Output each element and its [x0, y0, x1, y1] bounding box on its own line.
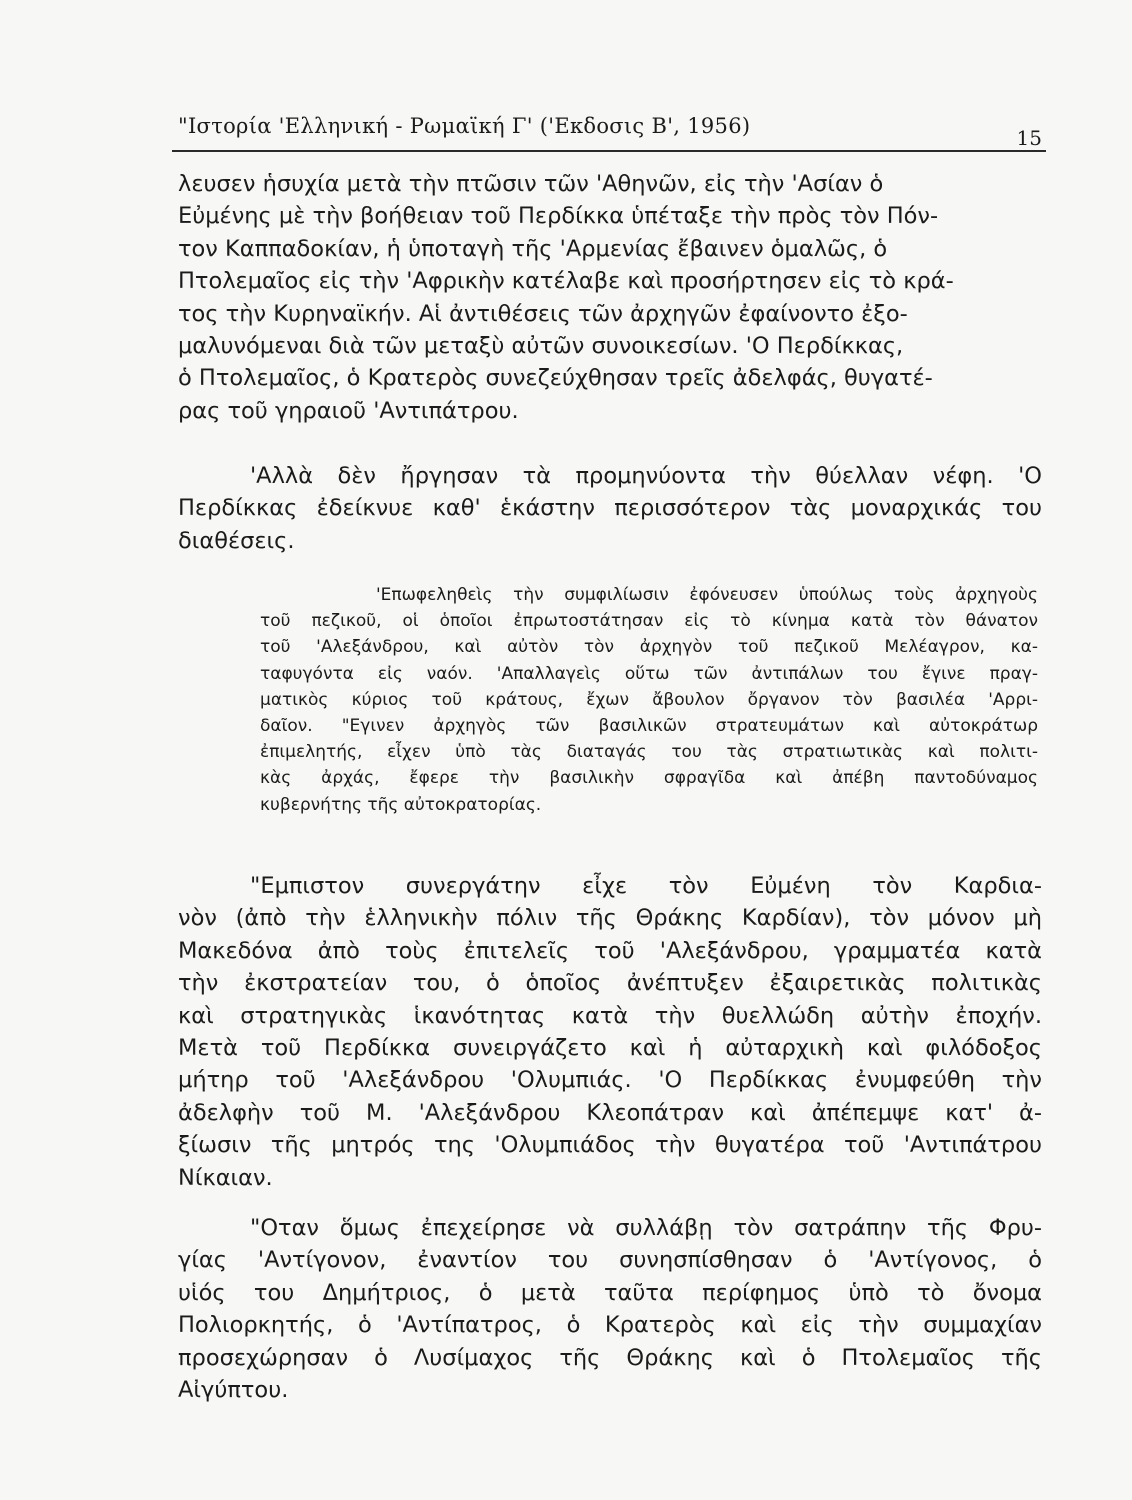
header-rule — [172, 150, 1046, 152]
text-line: μαλυνόμεναι διὰ τῶν μεταξὺ αὐτῶν συνοικεσίων. 'Ο Περδίκκας, — [178, 333, 904, 360]
paragraph-eumenes — [178, 870, 1042, 1194]
text-line: λευσεν ἡσυχία μετὰ τὴν πτῶσιν τῶν 'Αθηνῶν, εἰς τὴν 'Ασίαν ὁ — [178, 171, 884, 197]
text-line: "Οταν ὅμως ἐπεχείρησε νὰ συλλάβῃ τὸν σατράπην τῆς Φρυ- — [250, 1215, 1042, 1241]
text-line: προσεχώρησαν ὁ Λυσίμαχος τῆς Θράκης καὶ ὁ Πτολεμαῖος τῆς — [178, 1344, 1042, 1371]
text-line: Περδίκκας ἐδείκνυε καθ' ἑκάστην περισσότερον τὰς μοναρχικάς του — [178, 495, 1042, 522]
text-line: "Εμπιστον συνεργάτην εἶχε τὸν Εὐμένη τὸν Καρδια- — [250, 873, 1042, 899]
paragraph-perdikkas — [178, 460, 1042, 557]
text-line: 'Αλλὰ δὲν ἤργησαν τὰ προμηνύοντα τὴν θύελλαν νέφη. 'Ο — [250, 463, 1042, 489]
text-line: Αἰγύπτου. — [178, 1377, 289, 1404]
text-line: νὸν (ἀπὸ τὴν ἑλληνικὴν πόλιν τῆς Θράκης Καρδίαν), τὸν μόνον μὴ — [178, 905, 1042, 932]
text-line: Πολιορκητής, ὁ 'Αντίπατρος, ὁ Κρατερὸς καὶ εἰς τὴν συμμαχίαν — [178, 1312, 1042, 1339]
running-header — [172, 96, 1046, 152]
text-line: ἐπιμελητής, εἶχεν ὑπὸ τὰς διαταγάς του τὰς στρατιωτικὰς καὶ πολιτι- — [260, 742, 1038, 763]
text-line: μήτηρ τοῦ 'Αλεξάνδρου 'Ολυμπιάς. 'Ο Περδίκκας ἐνυμφεύθη τὴν — [178, 1067, 1042, 1094]
text-line: κὰς ἀρχάς, ἔφερε τὴν βασιλικὴν σφραγῖδα καὶ ἀπέβη παντοδύναμος — [260, 768, 1038, 789]
text-line: ἀδελφὴν τοῦ Μ. 'Αλεξάνδρου Κλεοπάτραν καὶ ἀπέπεμψε κατ' ἀ- — [178, 1099, 1042, 1126]
text-line: Μετὰ τοῦ Περδίκκα συνειργάζετο καὶ ἡ αὐταρχικὴ καὶ φιλόδοξος — [178, 1035, 1042, 1062]
text-line: γίας 'Αντίγονον, ἐναντίον του συνησπίσθησαν ὁ 'Αντίγονος, ὁ — [178, 1247, 1042, 1274]
text-line: καὶ στρατηγικὰς ἱκανότητας κατὰ τὴν θυελλώδη αὐτὴν ἐποχήν. — [178, 1002, 1042, 1029]
text-line: υἱός του Δημήτριος, ὁ μετὰ ταῦτα περίφημος ὑπὸ τὸ ὄνομα — [178, 1279, 1042, 1306]
header-title: "Ιστορία 'Ελληνική - Ρωμαϊκή Γ' ('Εκδοσις Β', 1956) — [178, 114, 751, 138]
text-line: Πτολεμαῖος εἰς τὴν 'Αφρικὴν κατέλαβε καὶ προσήρτησεν εἰς τὸ κρά- — [178, 268, 954, 295]
text-line: ματικὸς κύριος τοῦ κράτους, ἔχων ἄβουλον ὄργανον τὸν βασιλέα 'Αρρι- — [260, 689, 1038, 710]
text-line: 'Επωφεληθεὶς τὴν συμφιλίωσιν ἐφόνευσεν ὑπούλως τοὺς ἀρχηγοὺς — [376, 585, 1038, 605]
text-line: Μακεδόνα ἀπὸ τοὺς ἐπιτελεῖς τοῦ 'Αλεξάνδρου, γραμματέα κατὰ — [178, 937, 1042, 964]
page-number: 15 — [1016, 126, 1042, 150]
paragraph-continuation — [178, 168, 1042, 427]
text-line: τοῦ 'Αλεξάνδρου, καὶ αὐτὸν τὸν ἀρχηγὸν τοῦ πεζικοῦ Μελέαγρον, κα- — [260, 637, 1038, 658]
text-line: κυβερνήτης τῆς αὐτοκρατορίας. — [260, 794, 542, 815]
text-line: τὴν ἐκστρατείαν του, ὁ ὁποῖος ἀνέπτυξεν ἐξαιρετικὰς πολιτικὰς — [178, 970, 1042, 997]
text-line: ταφυγόντα εἰς ναόν. 'Απαλλαγεὶς οὕτω τῶν ἀντιπάλων του ἔγινε πραγ- — [260, 663, 1038, 684]
text-line: Νίκαιαν. — [178, 1164, 273, 1191]
text-line: τον Καππαδοκίαν, ἡ ὑποταγὴ τῆς 'Αρμενίας ἔβαινεν ὁμαλῶς, ὁ — [178, 235, 888, 262]
text-line: ρας τοῦ γηραιοῦ 'Αντιπάτρου. — [178, 397, 519, 424]
paragraph-antigonus — [178, 1212, 1042, 1406]
text-line: τοῦ πεζικοῦ, οἱ ὁποῖοι ἐπρωτοστάτησαν εἰς τὸ κίνημα κατὰ τὸν θάνατον — [260, 611, 1038, 632]
text-line: δαῖον. "Εγινεν ἀρχηγὸς τῶν βασιλικῶν στρατευμάτων καὶ αὐτοκράτωρ — [260, 716, 1038, 737]
quoted-paragraph — [260, 582, 1038, 818]
text-line: Εὐμένης μὲ τὴν βοήθειαν τοῦ Περδίκκα ὑπέταξε τὴν πρὸς τὸν Πόν- — [178, 203, 939, 230]
text-line: ὁ Πτολεμαῖος, ὁ Κρατερὸς συνεζεύχθησαν τρεῖς ἀδελφάς, θυγατέ- — [178, 365, 933, 392]
text-line: διαθέσεις. — [178, 527, 295, 554]
text-line: ξίωσιν τῆς μητρός της 'Ολυμπιάδος τὴν θυγατέρα τοῦ 'Αντιπάτρου — [178, 1132, 1042, 1159]
text-line: τος τὴν Κυρηναϊκήν. Αἱ ἀντιθέσεις τῶν ἀρχηγῶν ἐφαίνοντο ἐξο- — [178, 300, 908, 327]
